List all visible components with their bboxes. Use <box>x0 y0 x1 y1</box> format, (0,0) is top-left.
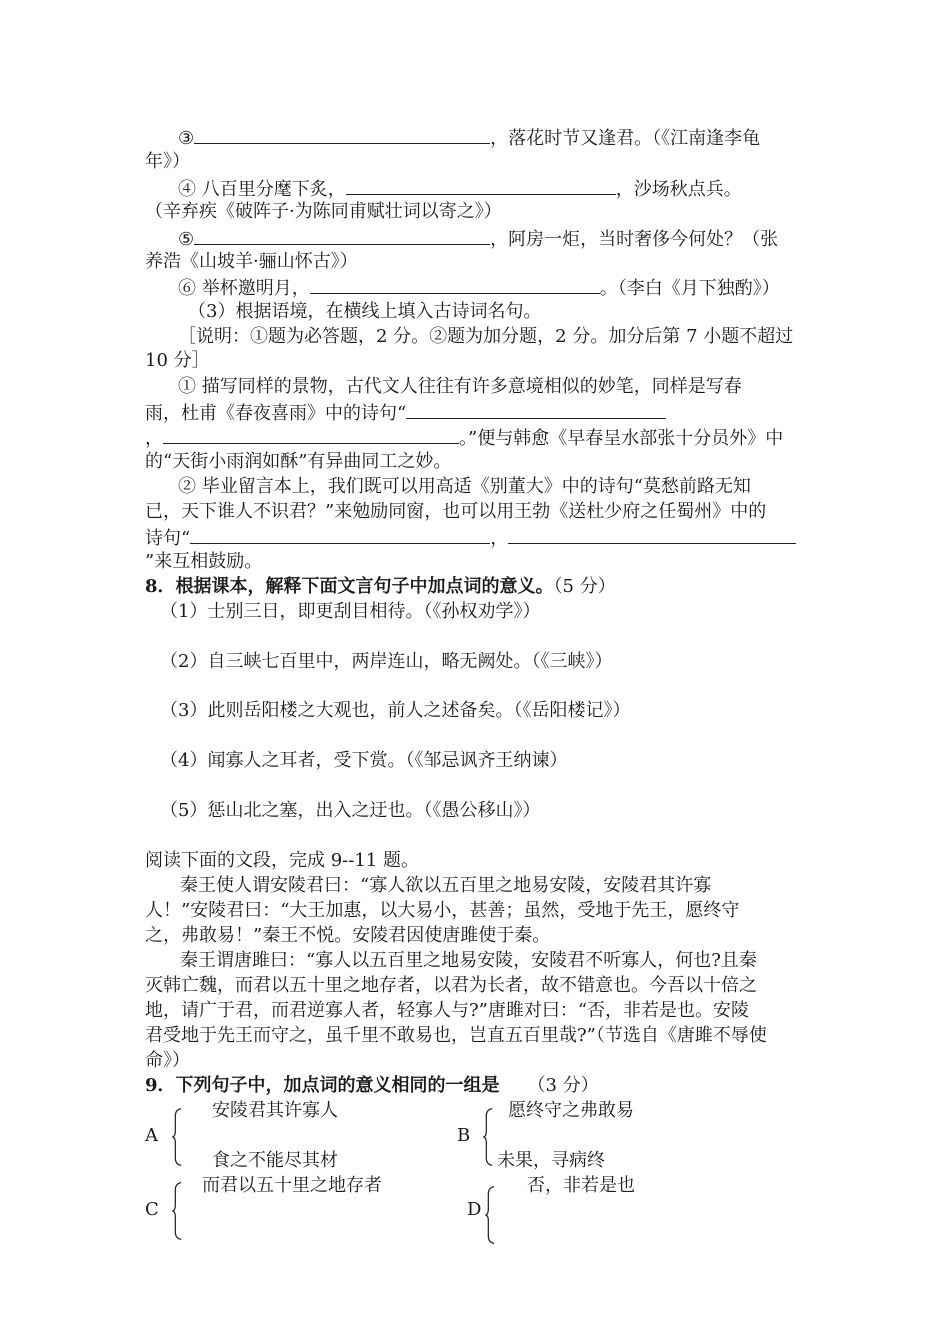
q3-item2-line2: 已，天下谁人不识君？”来勉励同窗，也可以用王勃《送杜少府之任蜀州》中的 <box>145 501 767 522</box>
q8-title: 8．根据课本，解释下面文言句子中加点词的意义。（5 分） <box>145 576 616 597</box>
brace-icon <box>485 1180 495 1250</box>
passage-line: 之，弗敢易！”秦王不悦。安陵君因使唐雎使于秦。 <box>145 925 551 946</box>
brace-icon <box>483 1102 493 1172</box>
option-a-label[interactable]: A <box>145 1125 158 1146</box>
poem-line-5: ⑤ ，阿房一炬，当时奢侈今何处？（张 <box>178 226 778 252</box>
answer-blank[interactable] <box>346 176 616 195</box>
q8-item: （4）闻寡人之耳者，受下赏。（《邹忌讽齐王纳谏） <box>160 750 568 771</box>
q3-item1-line2: 雨，杜甫《春夜喜雨》中的诗句“ <box>145 400 666 426</box>
passage-line: 地，请广于君，而君逆寡人者，轻寡人与?”唐雎对曰：“否，非若是也。安陵 <box>145 1000 750 1021</box>
q3-item1-line1: ① 描写同样的景物，古代文人往往有许多意境相似的妙笔，同样是写春 <box>178 376 742 397</box>
passage-line: 秦王使人谓安陵君曰：“寡人欲以五百里之地易安陵，安陵君其许寡 <box>180 875 712 896</box>
answer-blank[interactable] <box>310 275 600 294</box>
poem-line-3: ③ ，落花时节又逢君。（《江南逢李龟 <box>178 125 760 151</box>
answer-blank[interactable] <box>190 525 490 544</box>
option-b-label[interactable]: B <box>457 1125 471 1146</box>
answer-blank[interactable] <box>406 400 666 419</box>
poem-line-4-cont: （辛弃疾《破阵子·为陈同甫赋壮词以寄之》） <box>145 201 502 222</box>
option-c-label[interactable]: C <box>145 1199 159 1220</box>
option-b-sentence-1: 愿终守之弗敢易 <box>508 1100 634 1121</box>
passage-line: 灭韩亡魏，而君以五十里之地存者，以君为长者，故不错意也。今吾以十倍之 <box>145 975 757 996</box>
poem-line-6: ⑥ 举杯邀明月， 。（李白《月下独酌》） <box>178 275 780 301</box>
q9-title: 9．下列句子中，加点词的意义相同的一组是 （3 分） <box>145 1075 599 1096</box>
answer-blank[interactable] <box>194 125 490 144</box>
option-d-label[interactable]: D <box>467 1199 482 1220</box>
q8-item: （2）自三峡七百里中，两岸连山，略无阙处。（《三峡》） <box>160 651 613 672</box>
q3-heading: （3）根据语境，在横线上填入古诗词名句。 <box>188 301 542 322</box>
q3-note-cont: 10 分］ <box>145 350 210 371</box>
brace-icon <box>172 1102 182 1172</box>
q8-item: （1）士别三日，即更刮目相待。（《孙权劝学》） <box>160 601 541 622</box>
q3-item1-line3: ， 。”便与韩愈《早春呈水部张十分员外》中 <box>145 425 783 451</box>
answer-blank[interactable] <box>508 525 796 544</box>
option-b-sentence-2: 未果，寻病终 <box>497 1150 605 1171</box>
q3-item1-line4: 的“天街小雨润如酥”有异曲同工之妙。 <box>145 451 452 472</box>
option-a-sentence-1: 安陵君其许寡人 <box>212 1100 338 1121</box>
option-d-sentence-1: 否，非若是也 <box>527 1175 635 1196</box>
poem-line-3-cont: 年》） <box>145 151 190 172</box>
option-a-sentence-2: 食之不能尽其材 <box>212 1150 338 1171</box>
q3-note: ［说明：①题为必答题，2 分。②题为加分题，2 分。加分后第 7 小题不超过 <box>178 326 794 347</box>
poem-line-4: ④ 八百里分麾下炙， ，沙场秋点兵。 <box>178 176 742 202</box>
passage-line: 秦王谓唐雎曰：“寡人以五百里之地易安陵，安陵君不听寡人，何也?且秦 <box>180 950 757 971</box>
brace-icon <box>172 1176 182 1246</box>
q3-item2-line3: 诗句“ ， <box>145 525 796 551</box>
q3-item2-line1: ② 毕业留言本上，我们既可以用高适《别董大》中的诗句“莫愁前路无知 <box>178 476 751 497</box>
passage-line: 人！”安陵君曰：“大王加惠，以大易小，甚善；虽然，受地于先王，愿终守 <box>145 900 740 921</box>
reading-intro: 阅读下面的文段，完成 9--11 题。 <box>145 850 419 871</box>
answer-blank[interactable] <box>163 425 459 444</box>
passage-line: 君受地于先王而守之，虽千里不敢易也，岂直五百里哉?”（节选自《唐雎不辱使 <box>145 1025 767 1046</box>
option-c-sentence-1: 而君以五十里之地存者 <box>202 1175 382 1196</box>
poem-line-5-cont: 养浩《山坡羊·骊山怀古》） <box>145 251 358 272</box>
q3-item2-line4: ”来互相鼓励。 <box>145 551 263 572</box>
q8-item: （3）此则岳阳楼之大观也，前人之述备矣。（《岳阳楼记》） <box>160 700 631 721</box>
q8-item: （5）惩山北之塞，出入之迂也。（《愚公移山》） <box>160 800 541 821</box>
passage-line: 命》） <box>145 1050 190 1071</box>
answer-blank[interactable] <box>194 226 490 245</box>
